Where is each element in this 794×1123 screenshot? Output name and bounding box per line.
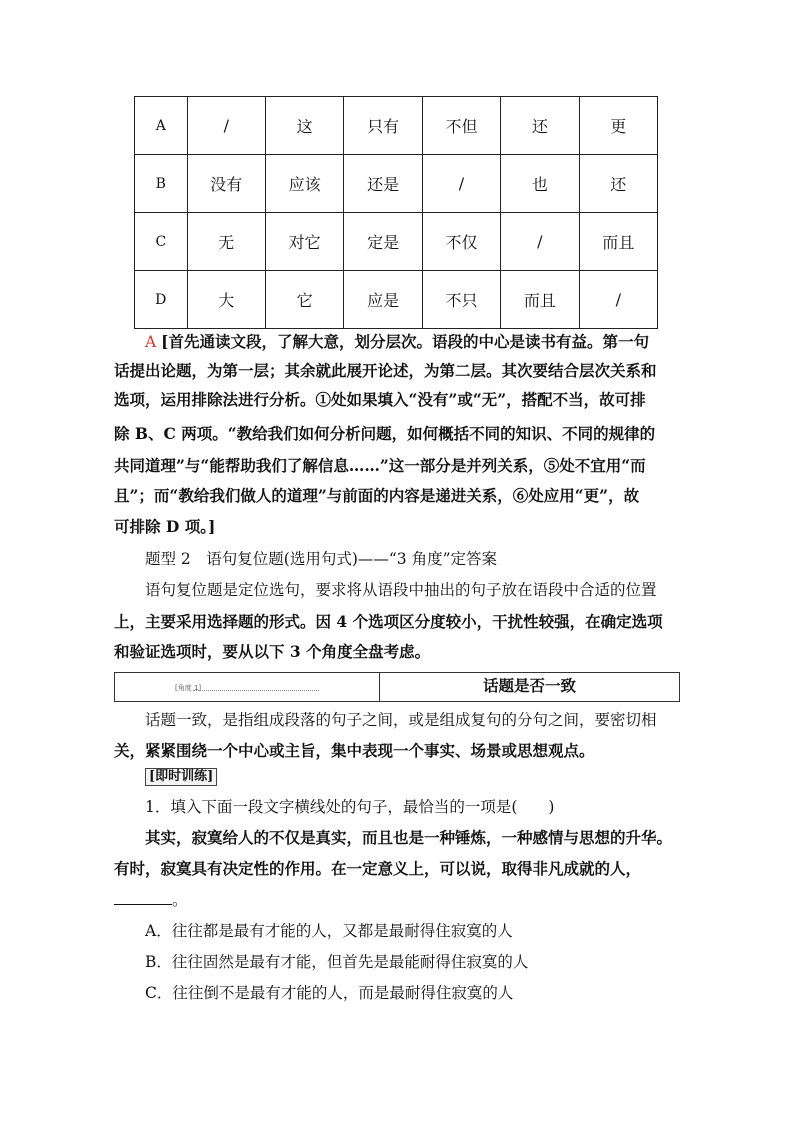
angle-bar	[114, 672, 680, 702]
passage-line-2: 有时，寂寞具有决定性的作用。在一定意义上，可以说，取得非凡成就的人，	[114, 859, 642, 878]
answer-blank	[114, 890, 172, 905]
answer-line-5: 共同道理”与“能帮助我们了解信息……”这一部分是并列关系，⑤处不宜用“而	[114, 456, 646, 475]
practice-tag: [即时训练]	[145, 768, 217, 786]
table-row	[135, 155, 658, 213]
table-cell: /	[579, 271, 657, 329]
section-title: 题型 2 语句复位题(选用句式)——“3 角度”定答案	[145, 550, 498, 568]
passage-blank-line: 。	[114, 886, 680, 914]
angle-desc-2: 关，紧紧围绕一个中心或主旨，集中表现一个事实、场景或思想观点。	[114, 741, 595, 760]
table-row	[135, 271, 658, 329]
table-cell: 不仅	[422, 213, 500, 271]
practice-question: 1．填入下面一段文字横线处的句子，最恰当的一项是( )	[145, 798, 555, 816]
option-c: C．往往倒不是最有才能的人，而是最耐得住寂寞的人	[145, 984, 514, 1002]
answer-line-1: A [首先通读文段，了解大意，划分层次。语段的中心是读书有益。第一句	[145, 332, 649, 351]
table-cell: 而且	[579, 213, 657, 271]
option-a: A．往往都是最有才能的人，又都是最耐得住寂寞的人	[145, 922, 513, 940]
answer-letter: A	[145, 333, 157, 351]
row-label: B	[135, 155, 188, 213]
table-cell: 还	[501, 97, 579, 155]
angle-tag: [角度 1]	[175, 684, 202, 692]
intro-line-2: 上，主要采用选择题的形式。因 4 个选项区分度较小，干扰性较强，在确定选项	[114, 612, 663, 631]
table-cell: 对它	[265, 213, 343, 271]
table-cell: 更	[579, 97, 657, 155]
angle-tag-box	[115, 673, 380, 701]
passage-line-1: 其实，寂寞给人的不仅是真实，而且也是一种锤炼，一种感情与思想的升华。	[145, 828, 673, 847]
intro-line-1: 语句复位题是定位选句，要求将从语段中抽出的句子放在语段中合适的位置	[145, 581, 657, 599]
table-cell: 只有	[344, 97, 422, 155]
angle-title: 话题是否一致	[482, 676, 576, 695]
answer-line-4: 除 B、C 两项。“教给我们如何分析问题，如何概括不同的知识、不同的规律的	[114, 424, 656, 443]
table-cell: 这	[265, 97, 343, 155]
row-label: C	[135, 213, 188, 271]
table-cell: 不但	[422, 97, 500, 155]
table-cell: 也	[501, 155, 579, 213]
intro-line-3: 和验证选项时，要从以下 3 个角度全盘考虑。	[114, 642, 431, 661]
table-row	[135, 213, 658, 271]
option-b: B．往往固然是最有才能，但首先是最能耐得住寂寞的人	[145, 953, 529, 971]
answer-line-2: 话提出论题，为第一层；其余就此展开论述，为第二层。其次要结合层次关系和	[114, 361, 657, 380]
table-cell: 而且	[501, 271, 579, 329]
answer-line-7: 可排除 D 项。]	[114, 517, 216, 536]
table-cell: /	[501, 213, 579, 271]
table-cell: 大	[187, 271, 265, 329]
table-cell: 没有	[187, 155, 265, 213]
table-cell: /	[422, 155, 500, 213]
row-label: D	[135, 271, 188, 329]
table-row	[135, 97, 658, 155]
answer-line-6: 且”；而“教给我们做人的道理”与前面的内容是递进关系，⑥处应用“更”，故	[114, 486, 640, 505]
table-cell: 它	[265, 271, 343, 329]
table-cell: 还	[579, 155, 657, 213]
table-cell: 无	[187, 213, 265, 271]
angle-dotted-line	[193, 690, 319, 691]
answer-line-3: 选项，运用排除法进行分析。①处如果填入“没有”或“无”，搭配不当，故可排	[114, 390, 646, 409]
table-cell: 定是	[344, 213, 422, 271]
angle-desc-1: 话题一致，是指组成段落的句子之间，或是组成复句的分句之间，要密切相	[145, 711, 657, 729]
table-cell: 应该	[265, 155, 343, 213]
table-cell: /	[187, 97, 265, 155]
table-cell: 不只	[422, 271, 500, 329]
options-table	[134, 96, 658, 329]
table-cell: 还是	[344, 155, 422, 213]
row-label: A	[135, 97, 188, 155]
table-cell: 应是	[344, 271, 422, 329]
